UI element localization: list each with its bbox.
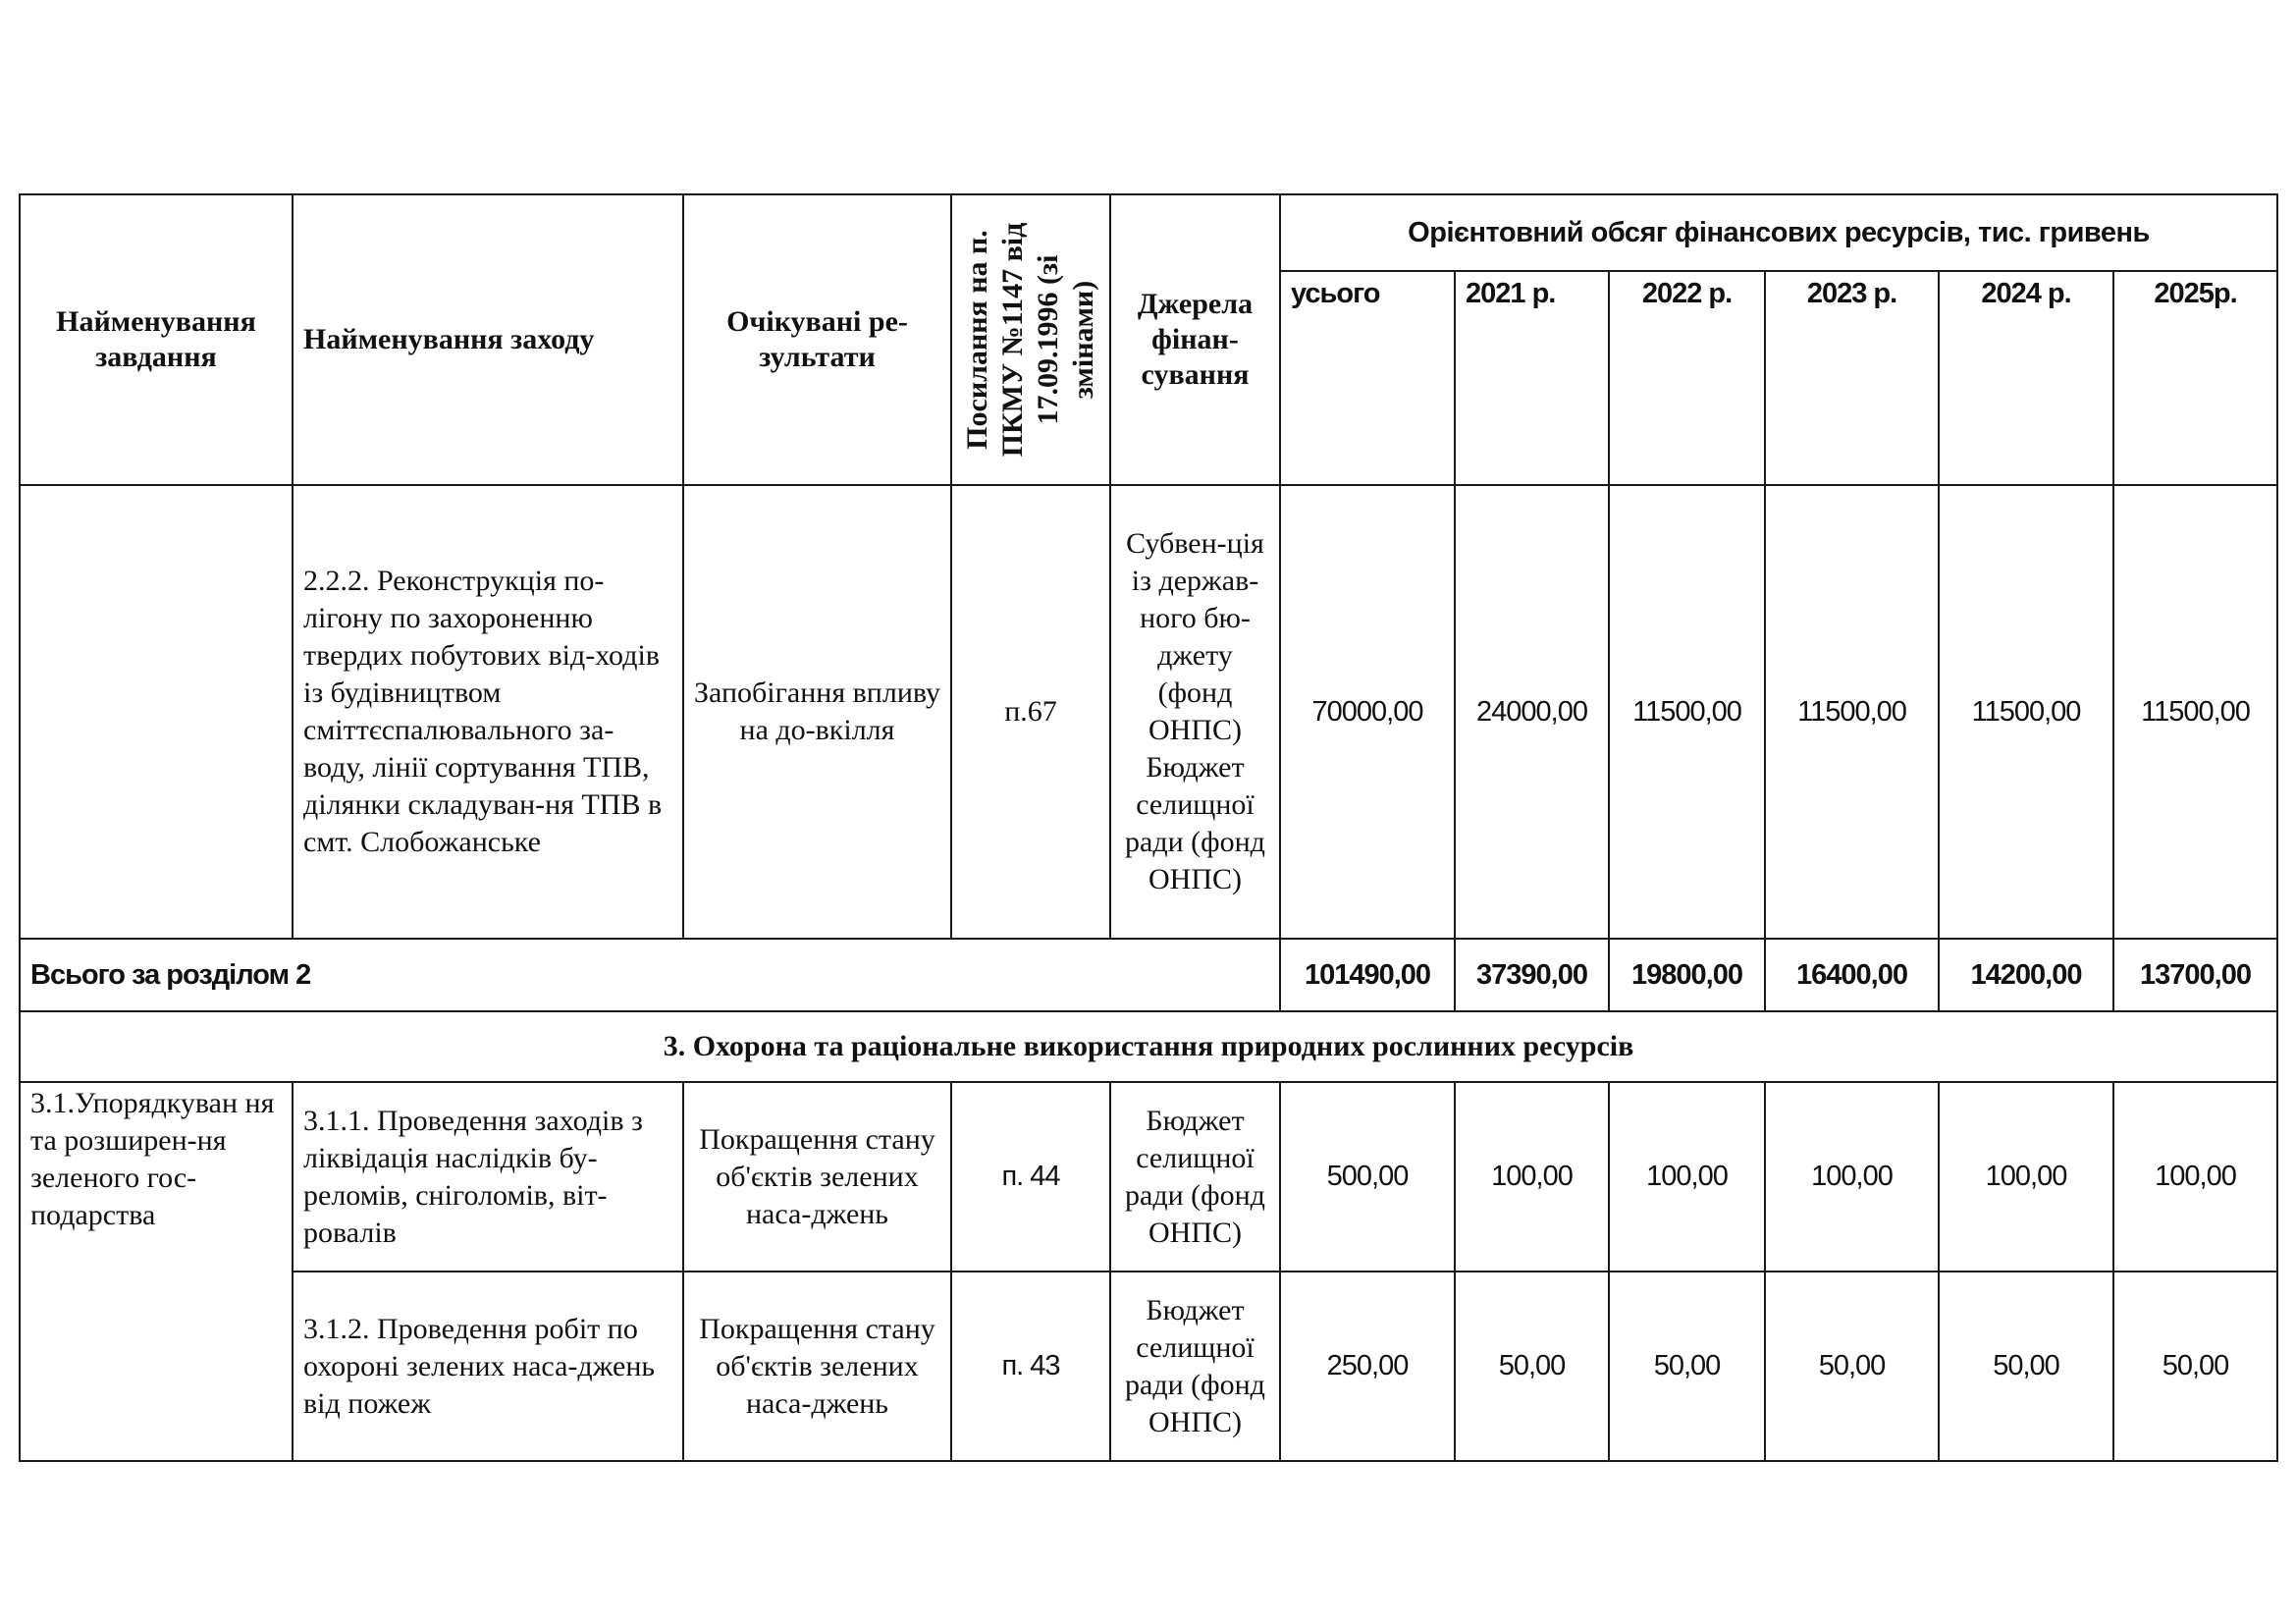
total-value-2024: 14200,00 xyxy=(1939,939,2113,1011)
table-row xyxy=(20,485,2277,939)
header-task-name: Найменування завдання xyxy=(20,194,293,485)
value-2025: 11500,00 xyxy=(2113,485,2277,939)
total-value-total: 101490,00 xyxy=(1280,939,1455,1011)
result-cell: Покращення стану об'єктів зелених наса-джень xyxy=(683,1082,951,1272)
measure-cell: 2.2.2. Реконструкція по-лігону по захороненню твердих побутових від-ходів із будівництвом сміттєспалювального за-воду, лінії сортування ТПВ, ділянки складуван-ня ТПВ в смт. Слобожанське xyxy=(293,485,683,939)
value-2024: 11500,00 xyxy=(1939,485,2113,939)
value-2022: 50,00 xyxy=(1609,1272,1765,1461)
source-cell: Субвен-ція із держав-ного бю-джету (фонд ОНПС) Бюджет селищної ради (фонд ОНПС) xyxy=(1110,485,1280,939)
value-2023: 100,00 xyxy=(1765,1082,1939,1272)
header-reference: Посилання на п. ПКМУ №1147 від 17.09.1996 (зі змінами) xyxy=(951,194,1110,485)
total-value-2023: 16400,00 xyxy=(1765,939,1939,1011)
measure-cell: 3.1.1. Проведення заходів з ліквідація наслідків бу-реломів, сніголомів, віт-ровалів xyxy=(293,1082,683,1272)
value-2023: 50,00 xyxy=(1765,1272,1939,1461)
header-year-2021: 2021 р. xyxy=(1455,271,1609,485)
value-total: 70000,00 xyxy=(1280,485,1455,939)
header-financial-volume: Орієнтовний обсяг фінансових ресурсів, тис. гривень xyxy=(1280,194,2277,271)
header-measure-name: Найменування заходу xyxy=(293,194,683,485)
total-value-2022: 19800,00 xyxy=(1609,939,1765,1011)
value-2021: 50,00 xyxy=(1455,1272,1609,1461)
task-cell: 3.1.Упорядкуван ня та розширен-ня зеленого гос-подарства xyxy=(20,1082,293,1461)
value-2025: 50,00 xyxy=(2113,1272,2277,1461)
total-label: Всього за розділом 2 xyxy=(20,939,1280,1011)
table-row xyxy=(20,1082,2277,1272)
value-2023: 11500,00 xyxy=(1765,485,1939,939)
header-year-2022: 2022 р. xyxy=(1609,271,1765,485)
table-row xyxy=(20,1272,2277,1461)
total-value-2025: 13700,00 xyxy=(2113,939,2277,1011)
value-2024: 100,00 xyxy=(1939,1082,2113,1272)
header-expected-results: Очікувані ре-зультати xyxy=(683,194,951,485)
value-total: 250,00 xyxy=(1280,1272,1455,1461)
value-2025: 100,00 xyxy=(2113,1082,2277,1272)
header-year-2024: 2024 р. xyxy=(1939,271,2113,485)
total-row xyxy=(20,939,2277,1011)
value-2022: 100,00 xyxy=(1609,1082,1765,1272)
program-table xyxy=(19,193,2278,1462)
value-total: 500,00 xyxy=(1280,1082,1455,1272)
task-cell xyxy=(20,485,293,939)
measure-cell: 3.1.2. Проведення робіт по охороні зелених наса-джень від пожеж xyxy=(293,1272,683,1461)
source-cell: Бюджет селищної ради (фонд ОНПС) xyxy=(1110,1082,1280,1272)
total-value-2021: 37390,00 xyxy=(1455,939,1609,1011)
value-2021: 100,00 xyxy=(1455,1082,1609,1272)
section-heading-row xyxy=(20,1011,2277,1082)
header-year-2023: 2023 р. xyxy=(1765,271,1939,485)
value-2024: 50,00 xyxy=(1939,1272,2113,1461)
header-year-2025: 2025р. xyxy=(2113,271,2277,485)
header-funding-sources: Джерела фінан-сування xyxy=(1110,194,1280,485)
reference-cell: п. 44 xyxy=(951,1082,1110,1272)
result-cell: Покращення стану об'єктів зелених наса-джень xyxy=(683,1272,951,1461)
source-cell: Бюджет селищної ради (фонд ОНПС) xyxy=(1110,1272,1280,1461)
value-2022: 11500,00 xyxy=(1609,485,1765,939)
reference-cell: п.67 xyxy=(951,485,1110,939)
result-cell: Запобігання впливу на до-вкілля xyxy=(683,485,951,939)
header-year-total: усього xyxy=(1280,271,1455,485)
section-3-title: 3. Охорона та раціональне використання природних рослинних ресурсів xyxy=(20,1011,2277,1082)
value-2021: 24000,00 xyxy=(1455,485,1609,939)
reference-cell: п. 43 xyxy=(951,1272,1110,1461)
